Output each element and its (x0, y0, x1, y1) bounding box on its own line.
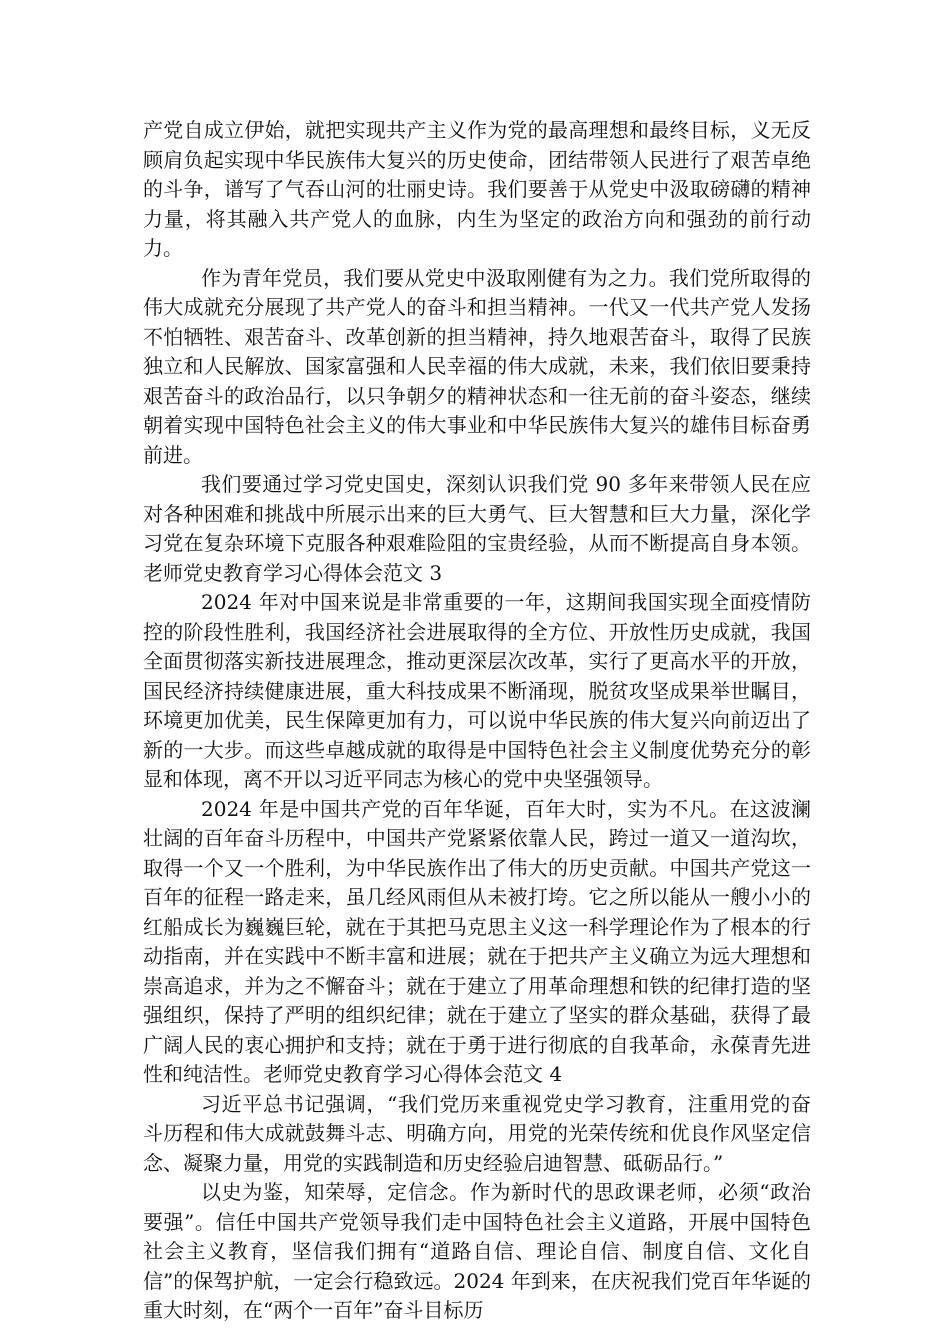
paragraph-4: 2024 年对中国来说是非常重要的一年，这期间我国实现全面疫情防控的阶段性胜利，我国经济社会进展取得的全方位、开放性历史成就，我国全面贯彻落实新技进展理念，推动更深层次改革，实行了更高水平的开放，国民经济持续健康进展，重大科技成果不断涌现，脱贫攻坚成果举世瞩目，环境更加优美，民生保障更加有力，可以说中华民族的伟大复兴向前迈出了新的一大步。而这些卓越成就的取得是中国特色社会主义制度优势充分的彰显和体现，离不开以习近平同志为核心的党中央坚强领导。 (143, 590, 811, 791)
paragraph-7: 以史为鉴，知荣辱，定信念。作为新时代的思政课老师，必须“政治要强”。信任中国共产党领导我们走中国特色社会主义道路，开展中国特色社会主义教育，坚信我们拥有“道路自信、理论自信、制度自信、文化自信”的保驾护航，一定会行稳致远。2024 年到来，在庆祝我们党百年华诞的重大时刻，在“两个一百年”奋斗目标历 (143, 1180, 811, 1322)
document-page (143, 116, 811, 1326)
paragraph-1: 产党自成立伊始，就把实现共产主义作为党的最高理想和最终目标，义无反顾肩负起实现中华民族伟大复兴的历史使命，团结带领人民进行了艰苦卓绝的斗争，谱写了气吞山河的壮丽史诗。我们要善于从党史中汲取磅礴的精神力量，将其融入共产党人的血脉，内生为坚定的政治方向和强劲的前行动力。 (143, 118, 811, 260)
paragraph-6: 习近平总书记强调，“我们党历来重视党史学习教育，注重用党的奋斗历程和伟大成就鼓舞斗志、明确方向，用党的光荣传统和优良作风坚定信念、凝聚力量，用党的实践制造和历史经验启迪智慧、砥砺品行。” (143, 1091, 811, 1175)
paragraph-5: 2024 年是中国共产党的百年华诞，百年大时，实为不凡。在这波澜壮阔的百年奋斗历程中，中国共产党紧紧依靠人民，跨过一道又一道沟坎，取得一个又一个胜利，为中华民族作出了伟大的历史贡献。中国共产党这一百年的征程一路走来，虽几经风雨但从未被打垮。它之所以能从一艘小小的红船成长为巍巍巨轮，就在于其把马克思主义这一科学理论作为了根本的行动指南，并在实践中不断丰富和进展；就在于把共产主义确立为远大理想和崇高追求，并为之不懈奋斗；就在于建立了用革命理想和铁的纪律打造的坚强组织，保持了严明的组织纪律；就在于建立了坚实的群众基础，获得了最广阔人民的衷心拥护和支持；就在于勇于进行彻底的自我革命，永葆青先进性和纯洁性。老师党史教育学习心得体会范文 4 (143, 796, 811, 1086)
paragraph-3: 我们要通过学习党史国史，深刻认识我们党 90 多年来带领人民在应对各种困难和挑战中所展示出来的巨大勇气、巨大智慧和巨大力量，深化学习党在复杂环境下克服各种艰难险阻的宝贵经验，从而不断提高自身本领。老师党史教育学习心得体会范文 3 (143, 472, 811, 585)
paragraph-2: 作为青年党员，我们要从党史中汲取刚健有为之力。我们党所取得的伟大成就充分展现了共产党人的奋斗和担当精神。一代又一代共产党人发扬不怕牺牲、艰苦奋斗、改革创新的担当精神，持久地艰苦奋斗，取得了民族独立和人民解放、国家富强和人民幸福的伟大成就，未来，我们依旧要秉持艰苦奋斗的政治品行，以只争朝夕的精神状态和一往无前的奋斗姿态，继续朝着实现中国特色社会主义的伟大事业和中华民族伟大复兴的雄伟目标奋勇前进。 (143, 265, 811, 467)
